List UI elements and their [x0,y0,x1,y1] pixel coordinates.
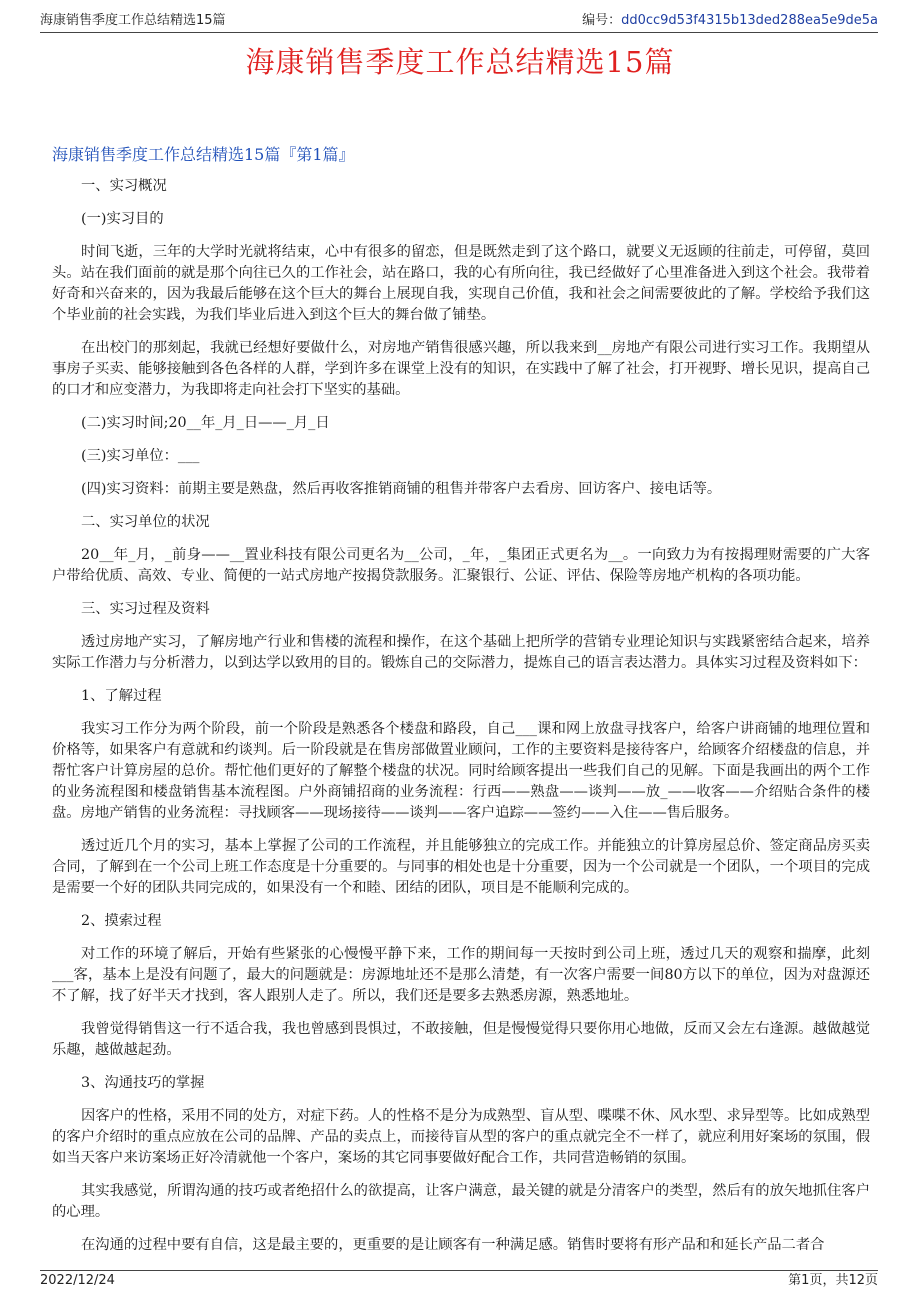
body-paragraph: 我曾觉得销售这一行不适合我，我也曾感到畏惧过，不敢接触，但是慢慢觉得只要你用心地做，反而又会左右逢源。越做越觉乐趣，越做越起劲。 [52,1021,870,1058]
body-paragraph: 因客户的性格，采用不同的处方，对症下药。人的性格不是分为成熟型、盲从型、喋喋不休、风水型、求异型等。比如成熟型的客户介绍时的重点应放在公司的品牌、产品的卖点上，而接待盲从型的客户的重点就完全不一样了，就应利用好案场的氛围，假如当天客户来访案场正好冷清就他一个客户，案场的其它同事要做好配合工作，共同营造畅销的氛围。 [52,1108,870,1166]
body-paragraph: 2、摸索过程 [81,913,162,929]
body-paragraph: 时间飞逝，三年的大学时光就将结束，心中有很多的留恋，但是既然走到了这个路口，就要义无返顾的往前走，可停留，莫回头。站在我们面前的就是那个向往已久的工作社会，站在路口，我的心有所向往，我已经做好了心里准备进入到这个社会。我带着好奇和兴奋来的，因为我最后能够在这个巨大的舞台上展现自我，实现自己价值，我和社会之间需要彼此的了解。学校给予我们这个毕业前的社会实践，为我们毕业后进入到这个巨大的舞台做了铺垫。 [52,244,870,323]
body-paragraph: 在沟通的过程中要有自信，这是最主要的，更重要的是让顾客有一种满足感。销售时要将有形产品和和延长产品二者合 [81,1237,825,1253]
body-paragraph: 透过近几个月的实习，基本上掌握了公司的工作流程，并且能够独立的完成工作。并能独立的计算房屋总价、签定商品房买卖合同，了解到在一个公司上班工作态度是十分重要的。与同事的相处也是十分重要，因为一个公司就是一个团队，一个项目的完成是需要一个好的团队共同完成的，如果没有一个和睦、团结的团队，项目是不能顺利完成的。 [52,838,870,896]
body-paragraph: 对工作的环境了解后，开始有些紧张的心慢慢平静下来，工作的期间每一天按时到公司上班，透过几天的观察和揣摩，此刻___客，基本上是没有问题了，最大的问题就是：房源地址还不是那么清楚，有一次客户需要一间80方以下的单位，因为对盘源还不了解，找了好半天才找到，客人跟别人走了。所以，我们还是要多去熟悉房源，熟悉地址。 [52,946,870,1004]
section-subtitle: 海康销售季度工作总结精选15篇『第1篇』 [52,145,355,164]
body-paragraph: (四)实习资料：前期主要是熟盘，然后再收客推销商铺的租售并带客户去看房、回访客户、接电话等。 [81,481,722,497]
body-paragraph: 透过房地产实习，了解房地产行业和售楼的流程和操作，在这个基础上把所学的营销专业理论知识与实践紧密结合起来，培养实际工作潜力与分析潜力，以到达学以致用的目的。锻炼自己的交际潜力，提炼自己的语言表达潜力。具体实习过程及资料如下： [52,634,870,671]
footer-date: 2022/12/24 [40,1273,115,1288]
body-paragraph: 20__年_月，_前身——__置业科技有限公司更名为__公司，_年，_集团正式更名为__。一向致力为有按揭理财需要的广大客户带给优质、高效、专业、简便的一站式房地产按揭贷款服务。汇聚银行、公证、评估、保险等房地产机构的各项功能。 [52,547,870,584]
header-doc-title: 海康销售季度工作总结精选15篇 [40,13,226,28]
body-paragraph: 二、实习单位的状况 [81,514,210,530]
doc-code-label: 编号： [582,13,622,28]
body-paragraph: 在出校门的那刻起，我就已经想好要做什么，对房地产销售很感兴趣，所以我来到__房地产有限公司进行实习工作。我期望从事房子买卖、能够接触到各色各样的人群，学到许多在课堂上没有的知识，在实践中了解了社会，打开视野、增长见识，提高自己的口才和应变潜力，为我即将走向社会打下坚实的基础。 [52,340,870,398]
document-body [52,176,870,1268]
body-paragraph: 1、了解过程 [81,688,162,704]
document-title: 海康销售季度工作总结精选15篇 [245,45,675,79]
page-footer [40,1270,878,1291]
footer-page-info: 第1页，共12页 [788,1273,878,1288]
body-paragraph: (二)实习时间;20__年_月_日——_月_日 [81,415,330,431]
page-header [40,10,878,33]
body-paragraph: 3、沟通技巧的掌握 [81,1075,205,1091]
body-paragraph: (一)实习目的 [81,211,164,227]
doc-code-value: dd0cc9d53f4315b13ded288ea5e9de5a [621,13,878,28]
body-paragraph: (三)实习单位：___ [81,448,200,464]
body-paragraph: 三、实习过程及资料 [81,601,210,617]
body-paragraph: 我实习工作分为两个阶段，前一个阶段是熟悉各个楼盘和路段，自己___课和网上放盘寻找客户，给客户讲商铺的地理位置和价格等，如果客户有意就和约谈判。后一阶段就是在售房部做置业顾问，工作的主要资料是接待客户，给顾客介绍楼盘的信息，并帮忙客户计算房屋的总价。帮忙他们更好的了解整个楼盘的状况。同时给顾客提出一些我们自己的见解。下面是我画出的两个工作的业务流程图和楼盘销售基本流程图。户外商铺招商的业务流程：行西——熟盘——谈判——放_——收客——介绍贴合条件的楼盘。房地产销售的业务流程：寻找顾客——现场接待——谈判——客户追踪——签约——入住——售后服务。 [52,721,870,821]
body-paragraph: 其实我感觉，所谓沟通的技巧或者绝招什么的欲提高，让客户满意，最关键的就是分清客户的类型，然后有的放矢地抓住客户的心理。 [52,1183,870,1220]
header-doc-code [582,10,878,32]
body-paragraph: 一、实习概况 [81,178,167,194]
